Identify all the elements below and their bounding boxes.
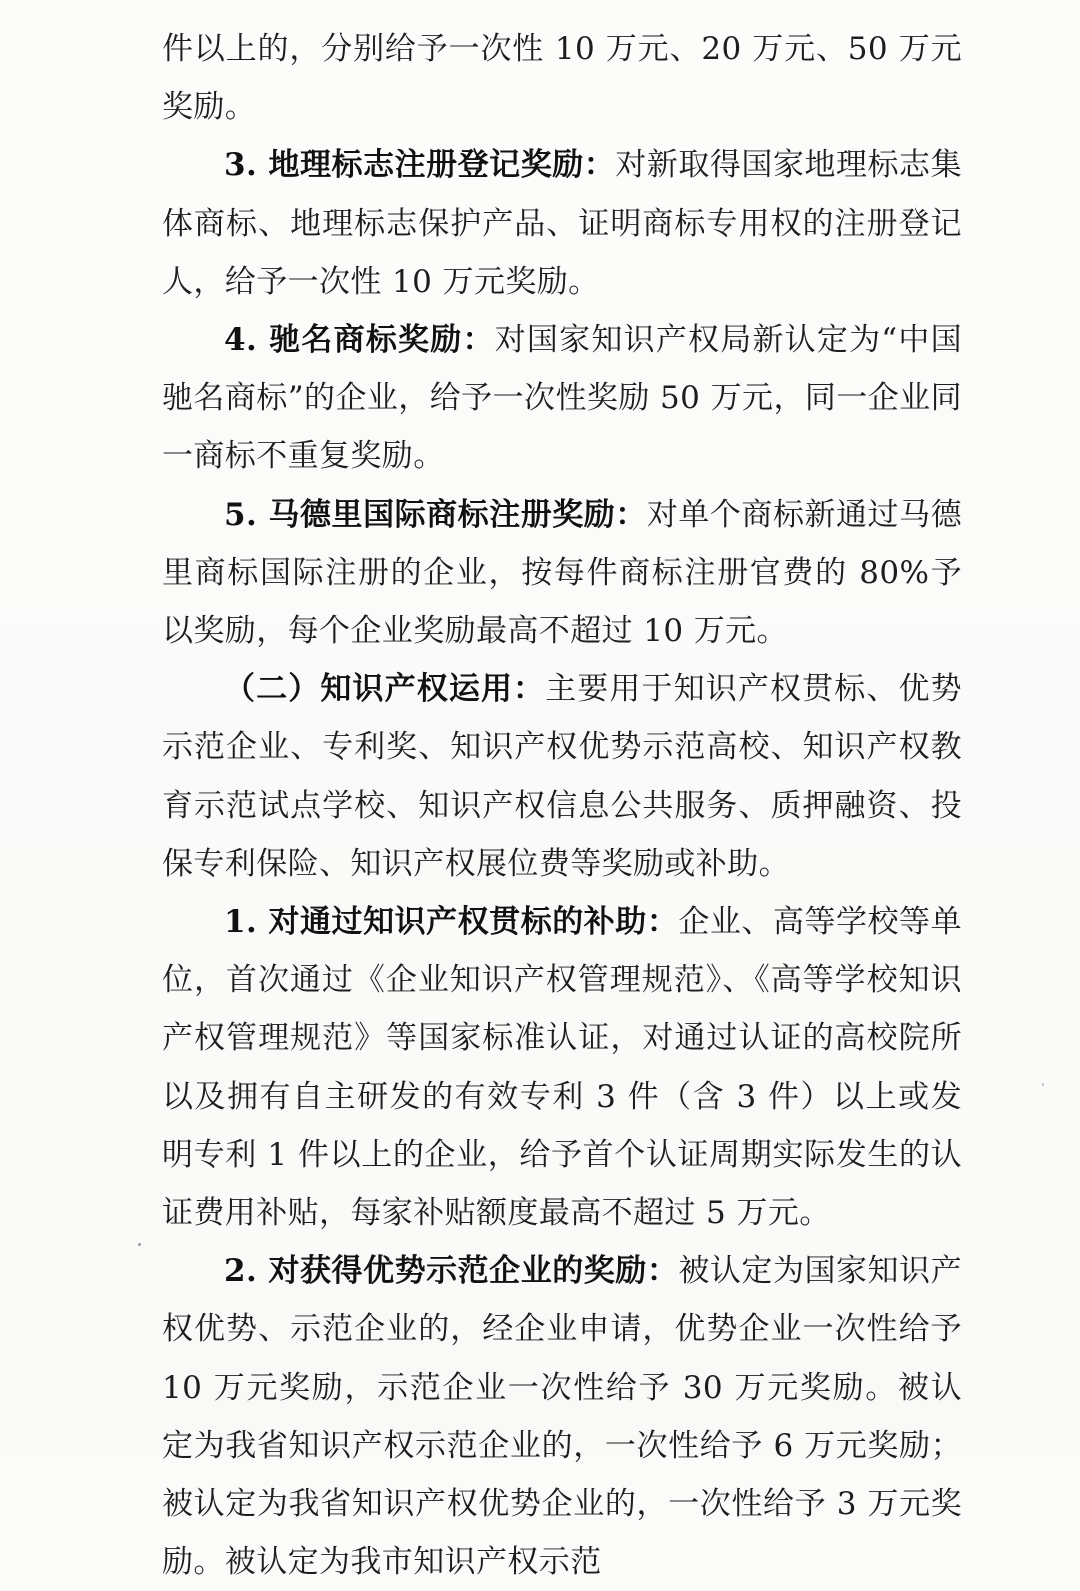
paragraph-well-known-trademark-award (162, 311, 962, 486)
document-body (162, 20, 962, 1591)
paragraph-heading: 5. 马德里国际商标注册奖励： (224, 496, 647, 533)
paragraph-ip-standard-subsidy (162, 893, 962, 1242)
paragraph-body: 对新取得国家地理标志集体商标、地理标志保护产品、证明商标专用权的注册登记人，给予一次性 10 万元奖励。 (162, 147, 962, 300)
scan-speck (138, 1243, 141, 1246)
paragraph-body: 对国家知识产权局新认定为“中国驰名商标”的企业，给予一次性奖励 50 万元，同一企业同一商标不重复奖励。 (162, 322, 962, 475)
paragraph-body: 主要用于知识产权贯标、优势示范企业、专利奖、知识产权优势示范高校、知识产权教育示范试点学校、知识产权信息公共服务、质押融资、投保专利保险、知识产权展位费等奖励或补助。 (162, 671, 963, 882)
paragraph-ip-utilization (162, 660, 962, 893)
paragraph-heading: 4. 驰名商标奖励： (224, 322, 495, 359)
paragraph-heading: 3. 地理标志注册登记奖励： (224, 147, 616, 184)
paragraph-heading: 1. 对通过知识产权贯标的补助： (224, 904, 679, 941)
paragraph-demonstration-enterprise-award (162, 1242, 962, 1591)
paragraph-body: 被认定为国家知识产权优势、示范企业的，经企业申请，优势企业一次性给予 10 万元奖励，示范企业一次性给予 30 万元奖励。被认定为我省知识产权示范企业的，一次性给予 6 万元奖励；被认定为我省知识产权优势企业的，一次性给予 3 万元奖励。被认定为我市知识产权示范 (162, 1253, 962, 1581)
paragraph-body: 企业、高等学校等单位，首次通过《企业知识产权管理规范》、《高等学校知识产权管理规范》等国家标准认证，对通过认证的高校院所以及拥有自主研发的有效专利 3 件（含 3 件）以上或发明专利 1 件以上的企业，给予首个认证周期实际发生的认证费用补贴，每家补贴额度最高不超过 5 万元。 (162, 904, 962, 1232)
paragraph-body: 件以上的，分别给予一次性 10 万元、20 万元、50 万元奖励。 (162, 31, 962, 126)
paragraph-geographic-indication-award (162, 136, 962, 311)
scan-speck (1042, 1083, 1044, 1086)
paragraph-heading: 2. 对获得优势示范企业的奖励： (224, 1253, 679, 1290)
paragraph-heading: （二）知识产权运用： (224, 671, 546, 708)
paragraph-award-continuation (162, 20, 962, 136)
paragraph-madrid-trademark-award (162, 486, 962, 661)
paragraph-body: 对单个商标新通过马德里商标国际注册的企业，按每件商标注册官费的 80%予以奖励，每个企业奖励最高不超过 10 万元。 (162, 496, 963, 650)
